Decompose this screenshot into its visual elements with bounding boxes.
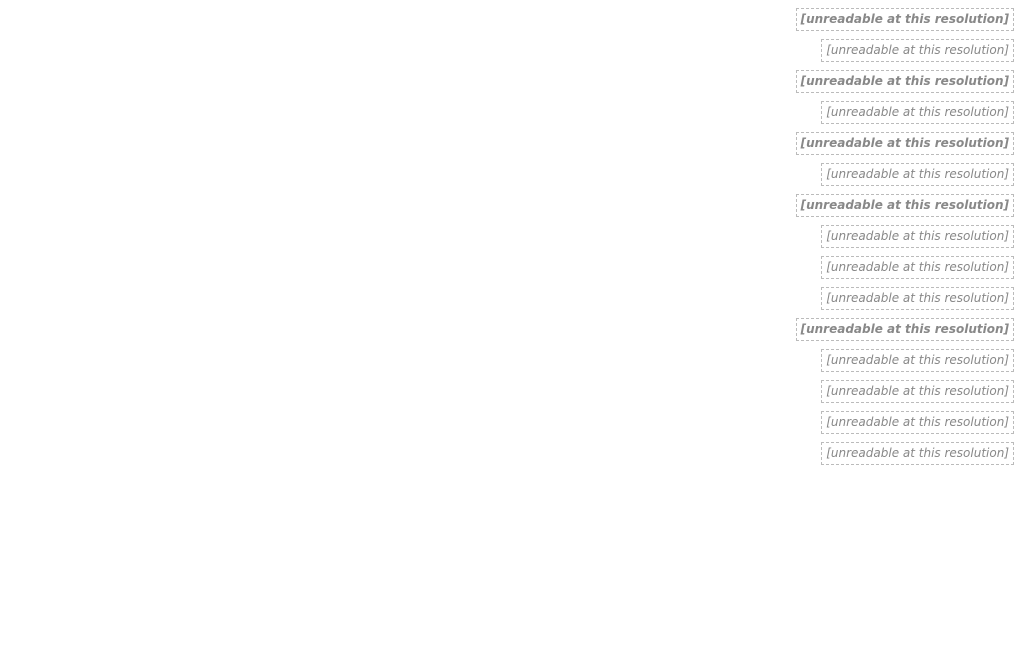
notice-line: [unreadable at this resolution] [10, 287, 1014, 310]
notice-line: [unreadable at this resolution] [10, 380, 1014, 403]
notice-line: [unreadable at this resolution] [10, 256, 1014, 279]
notice-line: [unreadable at this resolution] [10, 132, 1014, 155]
notice-line: [unreadable at this resolution] [10, 70, 1014, 93]
notice-line: [unreadable at this resolution] [10, 101, 1014, 124]
notice-line: [unreadable at this resolution] [10, 194, 1014, 217]
notice-line: [unreadable at this resolution] [10, 442, 1014, 465]
notice-line: [unreadable at this resolution] [10, 318, 1014, 341]
notice-line: [unreadable at this resolution] [10, 39, 1014, 62]
notice-line: [unreadable at this resolution] [10, 349, 1014, 372]
notice-line: [unreadable at this resolution] [10, 225, 1014, 248]
notice-line: [unreadable at this resolution] [10, 411, 1014, 434]
notice-line: [unreadable at this resolution] [10, 163, 1014, 186]
notice-title: [unreadable at this resolution] [10, 8, 1014, 31]
